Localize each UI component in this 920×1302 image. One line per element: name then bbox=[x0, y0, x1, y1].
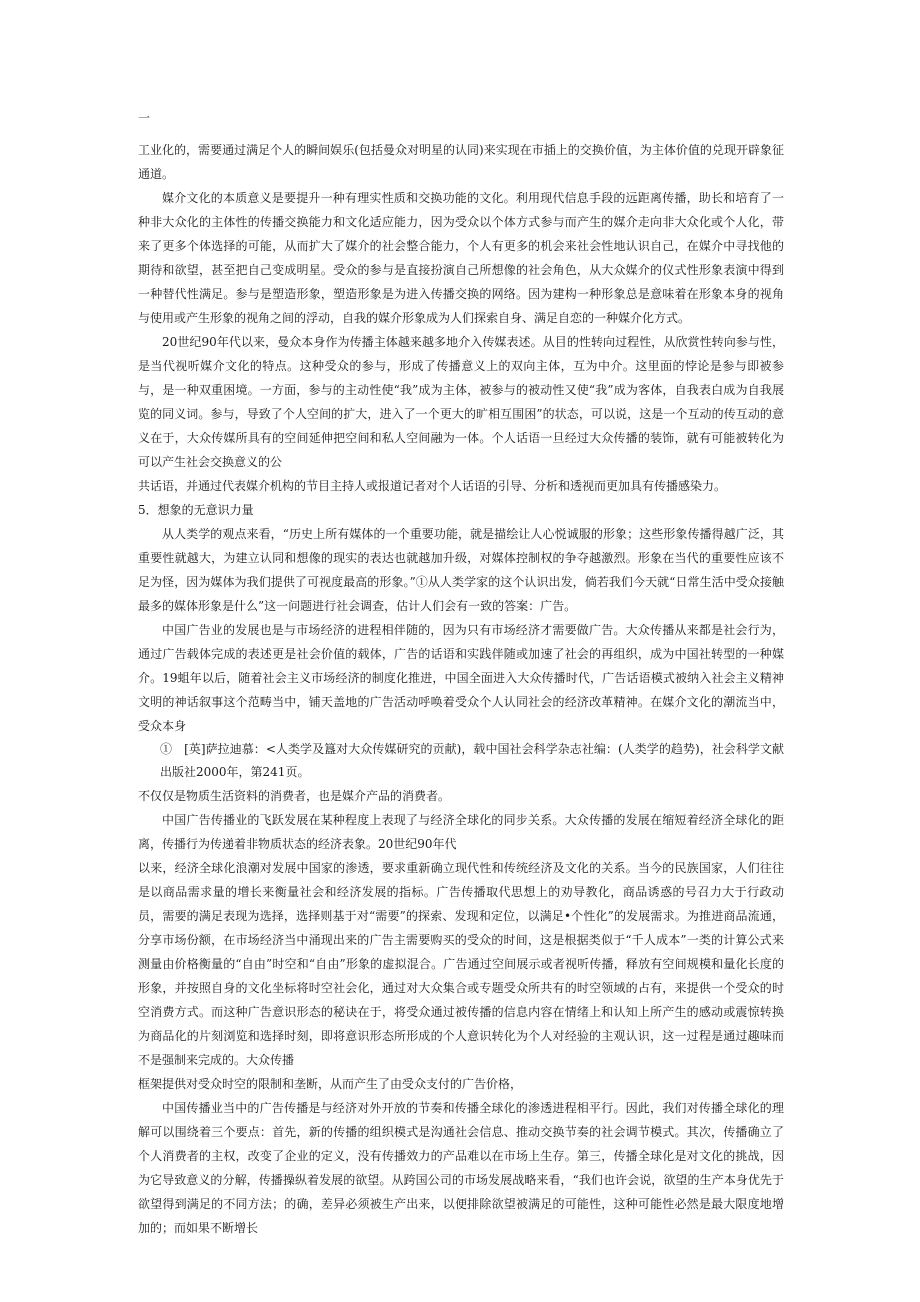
paragraph-9: 以来，经济全球化浪潮对发展中国家的渗透，要求重新确立现代性和传统经济及文化的关系。当今的民族国家，人们往往是以商品需求量的增长来衡量社会和经济发展的指标。广告传播取代思想上的劝导教化，商品诱惑的号召力大于行政动员，需要的满足表现为选择，选择则基于对“需要”的探索、发现和定位，以满足•个性化”的发展需求。为推进商品流通，分享市场份额，在市场经济当中涌现出来的广告主需要购买的受众的时间，这是根据类似于“千人成本”一类的计算公式来测量由价格衡量的“自由”时空和“自由”形象的虚拟混合。广告通过空间展示或者视听传播，释放有空间规模和量化长度的形象，并按照自身的文化坐标将时空社会化，通过对大众集合或专题受众所共有的时空领域的占有，来提供一个受众的时空消费方式。而这种广告意识形态的秘诀在于，将受众通过被传播的信息内容在情绪上和认知上所产生的感动或震惊转换为商品化的片刻浏览和选择时刻，即将意识形态所形成的个人意识转化为个人对经验的主观认识，这一过程是通过趣味而不是强制来完成的。大众传播 bbox=[138, 861, 784, 1067]
paragraph-5: 从人类学的观点来看，“历史上所有媒体的一个重要功能，就是描绘让人心悦诚服的形象；这些形象传播得越广泛，其重要性就越大，为建立认同和想像的现实的表达也就越加升级，对媒体控制权的争夺越激烈。形象在当代的重要性应该不足为怪，因为媒体为我们提供了可视度最高的形象。”①从人类学家的这个认识出发，倘若我们今天就“日常生活中受众接触最多的媒体形象是什么”这一问题进行社会调查，估计人们会有一致的答案：广告。 bbox=[138, 527, 784, 613]
paragraph-11: 中国传播业当中的广告传播是与经济对外开放的节奏和传播全球化的渗透进程相平行。因此，我们对传播全球化的理解可以围绕着三个要点：首先，新的传播的组织模式是沟通社会信息、推动交换节奏的社会调节模式。其次，传播确立了个人消费者的主权，改变了企业的定义，没有传播效力的产品难以在市场上生存。第三，传播全球化是对文化的挑战，因为它导致意义的分解，传播操纵着发展的欲望。从跨国公司的市场发展战略来看，“我们也许会说，欲望的生产本身优先于欲望得到满足的不同方法；的确，差异必须被生产出来，以便排除欲望被满足的可能性，这种可能性必然是最大限度地增加的；而如果不断增长 bbox=[138, 1101, 784, 1235]
paragraph-8: 中国广告传播业的飞跃发展在某种程度上表现了与经济全球化的同步关系。大众传播的发展在缩短着经济全球化的距离，传播行为传递着非物质状态的经济表象。20世纪90年代 bbox=[138, 813, 784, 851]
paragraph-2: 媒介文化的本质意义是要提升一种有理实性质和交换功能的文化。利用现代信息手段的远距离传播，助长和培育了一种非大众化的主体性的传播交换能力和文化适应能力，因为受众以个体方式参与而产生的媒介走向非大众化或个人化，带来了更多个体选择的可能，从而扩大了媒介的社会整合能力，个人有更多的机会来社会性地认识自己，在媒介中寻找他的期待和欲望，甚至把自己变成明星。受众的参与是直接扮演自己所想像的社会角色，从大众媒介的仪式性形象表演中得到一种替代性满足。参与是塑造形象，塑造形象是为进入传播交换的网络。因为建构一种形象总是意味着在形象本身的视角与使用或产生形象的视角之间的浮动，自我的媒介形象成为人们探索自身、满足自恋的一种媒介化方式。 bbox=[138, 191, 784, 325]
paragraph-4: 共话语，并通过代表媒介机构的节目主持人或报道记者对个人话语的引导、分析和透视而更加具有传播感染力。 bbox=[138, 479, 727, 493]
page-top-mark: 一 bbox=[138, 111, 151, 125]
paragraph-7: 不仅仅是物质生活资料的消费者，也是媒介产品的消费者。 bbox=[138, 789, 451, 803]
paragraph-1: 工业化的，需要通过满足个人的瞬间娱乐(包括曼众对明星的认同)来实现在市插上的交换价值，为主体价值的兑现开辟象征通道。 bbox=[138, 143, 784, 181]
footnote: ① [英]萨拉迪慕：<人类学及簋对大众传媒研究的贡献)，载中国社会科学杂志社编：(人类学的趋势)，社会科学文献出版社2000年，第241页。 bbox=[160, 742, 784, 779]
paragraph-6: 中国广告业的发展也是与市场经济的进程相伴随的，因为只有市场经济才需要做广告。大众传播从来都是社会行为，通过广告载体完成的表述更是社会价值的载体，广告的话语和实践伴随或加速了社会的再组织，成为中国社转型的一种媒介。19蛆年以后，随着社会主义市场经济的制度化推进，中国全面进入大众传播时代，广告话语模式被纳入社会主义精神文明的神话叙事这个范畴当中，铺天盖地的广告活动呼唤着受众个人认同社会的经济改革精神。在媒介文化的潮流当中，受众本身 bbox=[138, 623, 784, 733]
paragraph-10: 框架提供对受众时空的限制和垄断，从而产生了由受众支付的广告价格， bbox=[138, 1077, 523, 1091]
paragraph-3: 20世纪90年代以来，曼众本身作为传播主体越来越多地介入传媒表述。从目的性转向过程性，从欣赏性转向参与性，是当代视听媒介文化的特点。这种受众的参与，形成了传播意义上的双向主体，互为中介。这里面的悖论是参与即被参与，是一种双重困境。一方面，参与的主动性使“我”成为主体，被参与的被动性又使“我”成为客体，自我表白成为自我展览的同义词。参与，导致了个人空间的扩大，进入了一个更大的旷相互围困”的状态，可以说，这是一个互动的传互动的意义在于，大众传媒所具有的空间延伸把空间和私人空间融为一体。个人话语一旦经过大众传播的装饰，就有可能被转化为可以产生社会交换意义的公 bbox=[138, 335, 784, 469]
document-page bbox=[138, 110, 784, 1240]
section-heading: 5．想象的无意识力量 bbox=[138, 503, 254, 517]
body-text bbox=[138, 138, 784, 1240]
